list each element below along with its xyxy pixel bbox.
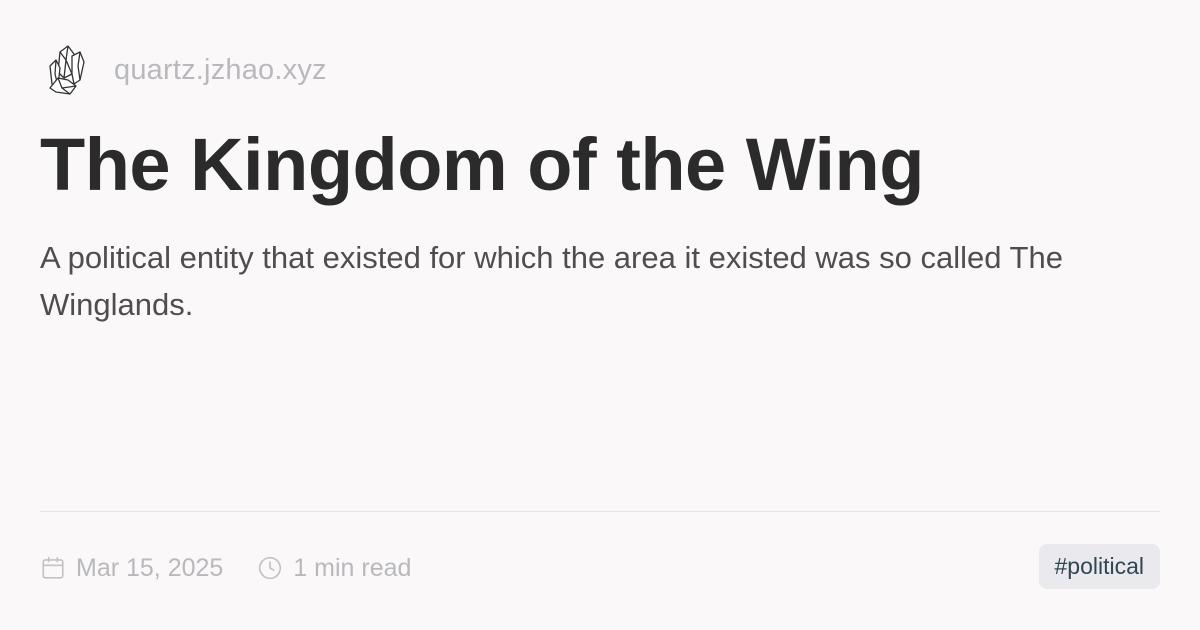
tag-political[interactable]: #political — [1039, 544, 1161, 589]
date-meta — [40, 554, 223, 583]
page-description: A political entity that existed for which the area it existed was so called The Winglands. — [40, 240, 1063, 322]
calendar-icon — [40, 555, 66, 581]
site-header — [40, 40, 327, 100]
article-meta — [40, 548, 411, 588]
reading-time-meta — [257, 554, 411, 583]
crystal-logo-icon — [40, 40, 92, 100]
site-name[interactable]: quartz.jzhao.xyz — [114, 53, 327, 86]
reading-time: 1 min read — [293, 553, 412, 582]
page-title: The Kingdom of the Wing — [40, 123, 924, 206]
divider — [40, 511, 1160, 512]
clock-icon — [257, 555, 283, 581]
publish-date: Mar 15, 2025 — [76, 553, 224, 582]
